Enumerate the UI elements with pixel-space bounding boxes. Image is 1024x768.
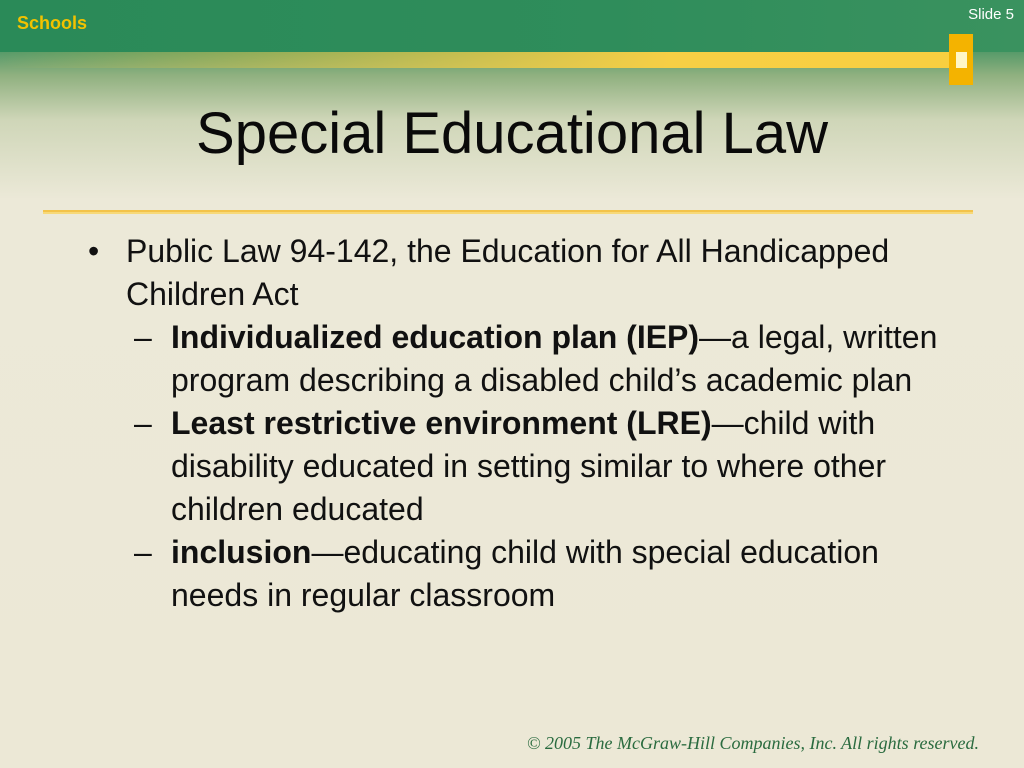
header-bar [0, 0, 1024, 52]
slide-number: Slide 5 [968, 6, 1014, 23]
copyright-notice: © 2005 The McGraw-Hill Companies, Inc. All rights reserved. [526, 733, 979, 753]
subbullet-term: inclusion [171, 534, 312, 570]
slide-title: Special Educational Law [196, 101, 828, 166]
subbullet-item-inclusion [88, 531, 948, 617]
subbullet-item-lre [88, 402, 948, 531]
bullet-text: Public Law 94-142, the Education for All Handicapped Children Act [126, 233, 890, 312]
accent-band [0, 52, 960, 68]
subbullet-marker: – [134, 534, 152, 570]
subbullet-marker: – [134, 319, 152, 355]
accent-block [949, 34, 973, 85]
section-label: Schools [17, 13, 88, 33]
subbullet-term: Individualized education plan (IEP) [171, 319, 700, 355]
subbullet-marker: – [134, 405, 152, 441]
subbullet-definition: —educating child with special education needs in regular classroom [171, 534, 879, 613]
subbullet-definition: —child with disability educated in setting similar to where other children educated [171, 405, 887, 527]
subbullet-definition: —a legal, written program describing a disabled child’s academic plan [171, 319, 938, 398]
subbullet-term: Least restrictive environment (LRE) [171, 405, 712, 441]
slide-content [88, 230, 948, 617]
accent-block-inner [956, 52, 967, 68]
subbullet-item-iep [88, 316, 948, 402]
bullet-marker: • [88, 233, 100, 269]
title-divider [43, 210, 973, 214]
bullet-item [88, 230, 948, 316]
